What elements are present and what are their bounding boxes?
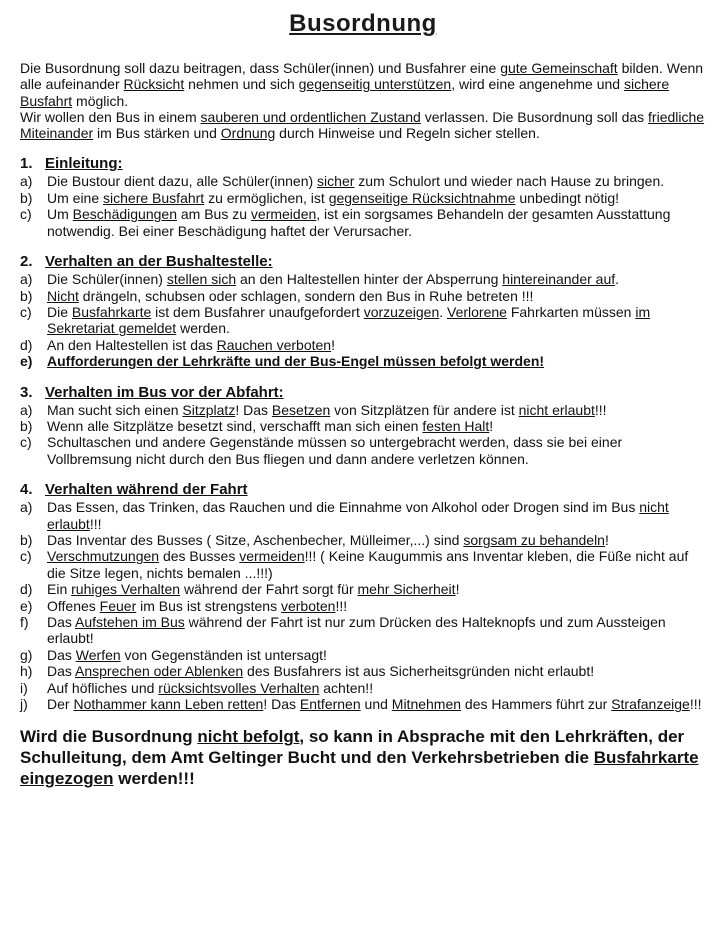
rule-item: [20, 614, 706, 647]
text-run: drängeln, schubsen oder schlagen, sondern den Bus in Ruhe betreten !!!: [78, 287, 534, 304]
section-heading: [20, 253, 706, 270]
rule-letter: g): [20, 646, 33, 663]
rule-letter: b): [20, 189, 33, 206]
intro-paragraph: [20, 109, 706, 142]
text-run: Das: [47, 663, 76, 680]
text-run: Die: [47, 303, 72, 320]
rule-item: [20, 173, 706, 189]
underlined-text: festen Halt: [422, 417, 490, 434]
rule-item: [20, 663, 706, 679]
rule-item: [20, 680, 706, 696]
underlined-text: sicher: [317, 173, 355, 190]
rule-letter: d): [20, 581, 33, 598]
text-run: von Gegenständen ist untersagt!: [120, 646, 327, 663]
rule-item: [20, 304, 706, 337]
text-run: !!! ( Keine Kaugummis ans Inventar kleben, die Füße nicht auf die Sitze legen, nichts bemalen ...!!!): [47, 548, 689, 581]
rule-list: [20, 173, 706, 239]
text-run: und: [360, 696, 392, 713]
underlined-text: Ansprechen oder Ablenken: [75, 663, 244, 680]
text-run: !!!: [89, 515, 102, 532]
intro-paragraph: [20, 60, 706, 109]
rule-item: [20, 418, 706, 434]
rule-item: [20, 206, 706, 239]
text-run: Das Inventar des Busses ( Sitze, Aschenbecher, Mülleimer,...) sind: [47, 531, 464, 548]
rule-item: [20, 271, 706, 287]
text-run: Der: [47, 696, 74, 713]
rule-letter: c): [20, 206, 32, 223]
text-run: am Bus zu: [176, 206, 251, 223]
underlined-text: nicht erlaubt: [518, 401, 595, 418]
underlined-text: gegenseitige Rücksichtnahme: [328, 189, 516, 206]
text-run: Das: [47, 646, 76, 663]
rule-item: [20, 499, 706, 532]
section-title: Verhalten an der Bushaltestelle:: [45, 253, 273, 271]
text-run: verlassen. Die Busordnung soll das: [420, 108, 649, 125]
text-run: Man sucht sich einen: [47, 401, 183, 418]
underlined-text: rücksichtsvolles Verhalten: [158, 679, 320, 696]
rule-item: [20, 581, 706, 597]
underlined-text: vermeiden: [239, 548, 305, 565]
page-title: Busordnung: [289, 10, 437, 37]
text-run: an den Haltestellen hinter der Absperrung: [236, 271, 503, 288]
rule-item: [20, 288, 706, 304]
rule-letter: c): [20, 434, 32, 451]
underlined-text: Aufstehen im Bus: [75, 614, 185, 631]
text-run: Das: [47, 614, 76, 631]
underlined-text: sorgsam zu behandeln: [463, 531, 605, 548]
rule-letter: i): [20, 679, 28, 696]
footer-warning: [20, 726, 706, 789]
section-heading: [20, 481, 706, 498]
underlined-text: vorzuzeigen: [363, 303, 440, 320]
text-run: !: [489, 417, 494, 434]
section-number: 4.: [20, 481, 33, 499]
underlined-text: stellen sich: [166, 271, 237, 288]
text-run: im Bus ist strengstens: [136, 597, 281, 614]
text-run: !!!: [335, 597, 348, 614]
section-number: 1.: [20, 155, 33, 173]
rule-letter: e): [20, 597, 33, 614]
text-run: während der Fahrt sorgt für: [180, 581, 358, 598]
text-run: des Hammers führt zur: [461, 696, 612, 713]
text-run: .: [615, 271, 620, 288]
rule-item: [20, 434, 706, 467]
underlined-text: Strafanzeige: [611, 696, 690, 713]
intro: [20, 60, 706, 141]
underlined-text: Rücksicht: [123, 76, 185, 93]
rule-item: [20, 548, 706, 581]
underlined-text: Rauchen verboten: [216, 336, 332, 353]
underlined-text: Ordnung: [220, 125, 276, 142]
text-run: zum Schulort und wieder nach Hause zu bringen.: [354, 173, 665, 190]
section: [20, 481, 706, 712]
text-run: An den Haltestellen ist das: [47, 336, 217, 353]
section-title: Verhalten im Bus vor der Abfahrt:: [45, 383, 284, 401]
section-number: 2.: [20, 253, 33, 271]
text-run: !: [331, 336, 335, 353]
text-run: werden!!!: [113, 769, 195, 789]
rule-letter: a): [20, 401, 33, 418]
text-run: Ein: [47, 581, 72, 598]
section-number: 3.: [20, 383, 33, 401]
section-title: Einleitung:: [45, 155, 123, 173]
underlined-text: gegenseitig unterstützen: [298, 76, 452, 93]
rule-letter: b): [20, 531, 33, 548]
underlined-text: Sitzplatz: [182, 401, 236, 418]
text-run: des Busses: [159, 548, 240, 565]
text-run: Um: [47, 206, 73, 223]
rule-letter: a): [20, 499, 33, 516]
text-run: Wenn alle Sitzplätze besetzt sind, verschafft man sich einen: [47, 417, 423, 434]
rule-item: [20, 402, 706, 418]
rule-letter: b): [20, 287, 33, 304]
rule-item: [20, 647, 706, 663]
underlined-text: im Sekretariat gemeldet: [47, 303, 651, 337]
rule-letter: d): [20, 336, 33, 353]
text-run: Die Schüler(innen): [47, 271, 167, 288]
text-run: .: [439, 303, 448, 320]
text-run: Fahrkarten müssen: [506, 303, 636, 320]
text-run: nehmen und sich: [184, 76, 299, 93]
underlined-text: verboten: [280, 597, 336, 614]
underlined-text: ruhiges Verhalten: [71, 581, 181, 598]
rule-letter: a): [20, 173, 33, 190]
text-run: !: [455, 581, 460, 598]
text-run: Um eine: [47, 189, 104, 206]
underlined-text: Mitnehmen: [391, 696, 462, 713]
underlined-text: mehr Sicherheit: [357, 581, 456, 598]
underlined-text: Aufforderungen der Lehrkräfte und der Bus-Engel müssen befolgt werden!: [47, 353, 545, 370]
text-run: achten!!: [319, 679, 374, 696]
text-run: Wird die Busordnung: [20, 727, 198, 747]
text-run: bilden. Wenn alle aufeinander: [20, 60, 704, 93]
underlined-text: nicht erlaubt: [47, 499, 669, 532]
text-run: Die Busordnung soll dazu beitragen, dass Schüler(innen) und Busfahrer eine: [20, 60, 501, 76]
text-run: von Sitzplätzen für andere ist: [330, 401, 519, 418]
rule-letter: e): [20, 353, 33, 370]
underlined-text: Feuer: [99, 597, 137, 614]
rule-letter: a): [20, 271, 33, 288]
section: [20, 384, 706, 468]
text-run: zu ermöglichen, ist: [204, 189, 329, 206]
text-run: Die Bustour dient dazu, alle Schüler(innen): [47, 173, 318, 190]
text-run: Auf höfliches und: [47, 679, 159, 696]
underlined-text: Besetzen: [271, 401, 331, 418]
text-run: durch Hinweise und Regeln sicher stellen.: [275, 125, 540, 142]
rule-letter: j): [20, 696, 28, 713]
text-run: Wir wollen den Bus in einem: [20, 108, 201, 125]
underlined-text: Nicht: [47, 287, 79, 304]
underlined-text: sichere Busfahrt: [20, 76, 670, 109]
underlined-text: Beschädigungen: [72, 206, 177, 223]
section: [20, 155, 706, 239]
underlined-text: Entfernen: [299, 696, 361, 713]
underlined-text: sauberen und ordentlichen Zustand: [200, 108, 421, 125]
footer-text: [20, 726, 706, 789]
underlined-text: Busfahrkarte: [71, 303, 152, 320]
text-run: ist dem Busfahrer unaufgefordert: [151, 303, 364, 320]
text-run: !!!: [594, 401, 607, 418]
underlined-text: gute Gemeinschaft: [500, 60, 618, 76]
rule-letter: c): [20, 303, 32, 320]
underlined-text: hintereinander auf: [502, 271, 616, 288]
text-run: während der Fahrt ist nur zum Drücken des Halteknopfs und zum Aussteigen erlaubt!: [47, 614, 666, 647]
rule-item: [20, 353, 706, 369]
text-run: werden.: [176, 320, 230, 337]
section-title: Verhalten während der Fahrt: [45, 481, 248, 499]
underlined-text: Busfahrkarte eingezogen: [20, 748, 699, 789]
underlined-text: sichere Busfahrt: [103, 189, 205, 206]
rule-list: [20, 499, 706, 712]
section-heading: [20, 155, 706, 172]
rule-letter: c): [20, 548, 32, 565]
text-run: Das Essen, das Trinken, das Rauchen und die Einnahme von Alkohol oder Drogen sind im Bus: [47, 499, 640, 516]
text-run: Offenes: [47, 597, 100, 614]
text-run: , ist ein sorgsames Behandeln der gesamten Ausstattung notwendig. Bei einer Beschädigung haftet der Verursacher.: [47, 206, 671, 239]
rule-item: [20, 696, 706, 712]
text-run: !: [604, 531, 609, 548]
underlined-text: friedliche Miteinander: [20, 108, 705, 142]
text-run: des Busfahrers ist aus Sicherheitsgründen nicht erlaubt!: [243, 663, 595, 680]
rule-letter: b): [20, 417, 33, 434]
underlined-text: Werfen: [75, 646, 121, 663]
rule-list: [20, 271, 706, 369]
text-run: Schultaschen und andere Gegenstände müssen so untergebracht werden, dass sie bei einer Vollbremsung nicht durch den Bus fliegen und dann andere verletzen können.: [47, 434, 623, 467]
rule-item: [20, 337, 706, 353]
section-heading: [20, 384, 706, 401]
underlined-text: nicht befolgt: [197, 727, 300, 747]
text-run: , wird eine angenehme und: [451, 76, 624, 93]
rule-list: [20, 402, 706, 468]
text-run: im Bus stärken und: [93, 125, 221, 142]
underlined-text: Nothammer kann Leben retten: [73, 696, 264, 713]
sections: [20, 155, 706, 712]
text-run: !!!: [689, 696, 702, 713]
text-run: ! Das: [263, 696, 300, 713]
rule-letter: h): [20, 663, 33, 680]
rule-item: [20, 532, 706, 548]
underlined-text: Verlorene: [447, 303, 507, 320]
rule-letter: f): [20, 614, 29, 631]
text-run: ! Das: [235, 401, 272, 418]
section: [20, 253, 706, 369]
rule-item: [20, 598, 706, 614]
text-run: unbedingt nötig!: [515, 189, 620, 206]
underlined-text: Verschmutzungen: [47, 548, 160, 565]
underlined-text: vermeiden: [250, 206, 317, 223]
text-run: , so kann in Absprache mit den Lehrkräften, der Schulleitung, dem Amt Geltinger Bucht und den Verkehrsbetrieben die: [20, 727, 685, 768]
text-run: möglich.: [72, 92, 129, 109]
rule-item: [20, 190, 706, 206]
